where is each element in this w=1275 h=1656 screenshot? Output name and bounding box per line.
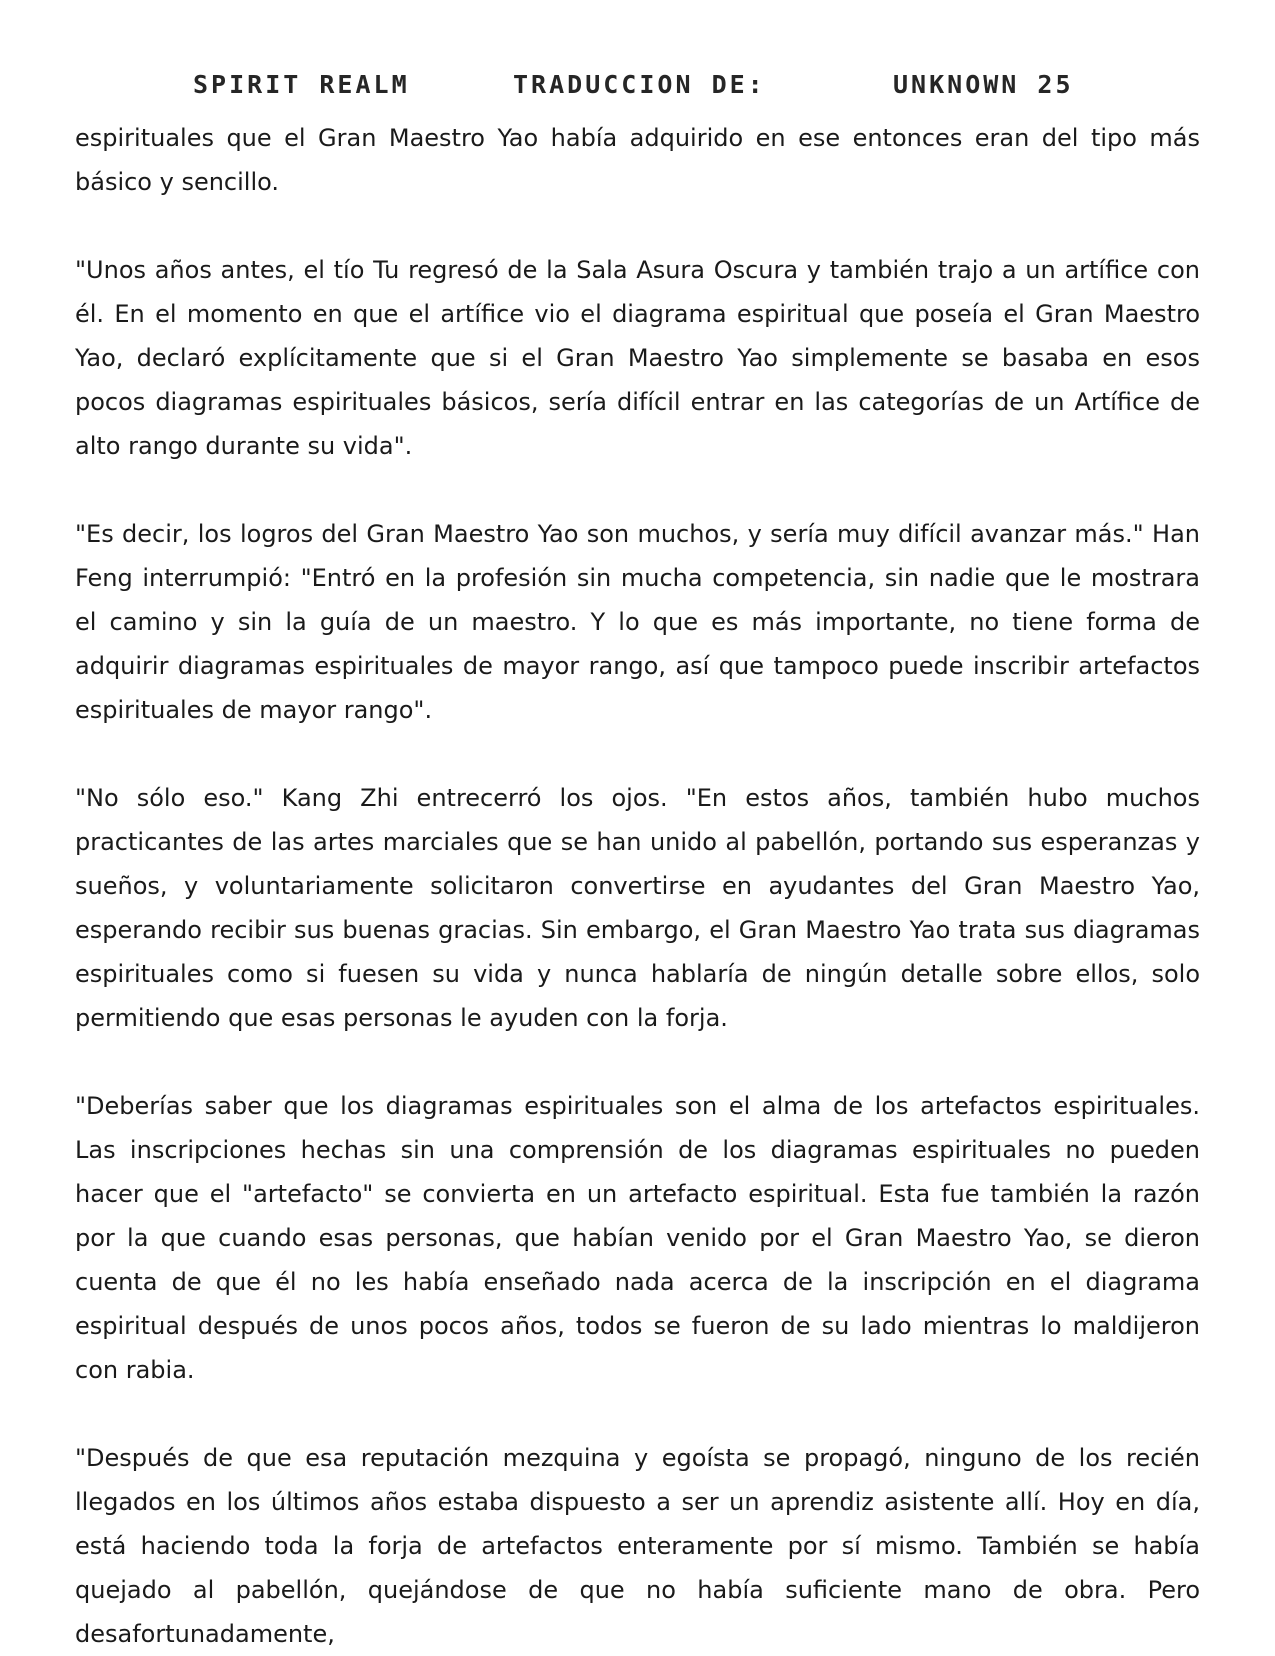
paragraph: "Unos años antes, el tío Tu regresó de la Sala Asura Oscura y también trajo a un artífice con él. En el momento en que el artífice vio el diagrama espiritual que poseía el Gran Maestro Yao, declaró explícitamente que si el Gran Maestro Yao simplemente se basaba en esos pocos diagramas espirituales básicos, sería difícil entrar en las categorías de un Artífice de alto rango durante su vida". <box>75 256 1200 460</box>
document-body <box>75 116 1200 1656</box>
header-translator-name: UNKNOWN 25 <box>893 70 1074 99</box>
paragraph: "Después de que esa reputación mezquina y egoísta se propagó, ninguno de los recién llegados en los últimos años estaba dispuesto a ser un aprendiz asistente allí. Hoy en día, está haciendo toda la forja de artefactos enteramente por sí mismo. También se había quejado al pabellón, quejándose de que no había suficiente mano de obra. Pero desafortunadamente, <box>75 1444 1200 1648</box>
header-series-title: SPIRIT REALM <box>193 70 410 99</box>
header-translation-label: TRADUCCION DE: <box>513 70 766 99</box>
paragraph: "No sólo eso." Kang Zhi entrecerró los ojos. "En estos años, también hubo muchos practicantes de las artes marciales que se han unido al pabellón, portando sus esperanzas y sueños, y voluntariamente solicitaron convertirse en ayudantes del Gran Maestro Yao, esperando recibir sus buenas gracias. Sin embargo, el Gran Maestro Yao trata sus diagramas espirituales como si fuesen su vida y nunca hablaría de ningún detalle sobre ellos, solo permitiendo que esas personas le ayuden con la forja. <box>75 784 1200 1032</box>
paragraph: espirituales que el Gran Maestro Yao había adquirido en ese entonces eran del tipo más básico y sencillo. <box>75 124 1200 196</box>
paragraph: "Deberías saber que los diagramas espirituales son el alma de los artefactos espirituales. Las inscripciones hechas sin una comprensión de los diagramas espirituales no pueden hacer que el "artefacto" se convierta en un artefacto espiritual. Esta fue también la razón por la que cuando esas personas, que habían venido por el Gran Maestro Yao, se dieron cuenta de que él no les había enseñado nada acerca de la inscripción en el diagrama espiritual después de unos pocos años, todos se fueron de su lado mientras lo maldijeron con rabia. <box>75 1092 1200 1384</box>
page-header <box>0 70 1275 110</box>
paragraph: "Es decir, los logros del Gran Maestro Yao son muchos, y sería muy difícil avanzar más." Han Feng interrumpió: "Entró en la profesión sin mucha competencia, sin nadie que le mostrara el camino y sin la guía de un maestro. Y lo que es más importante, no tiene forma de adquirir diagramas espirituales de mayor rango, así que tampoco puede inscribir artefactos espirituales de mayor rango". <box>75 520 1200 724</box>
